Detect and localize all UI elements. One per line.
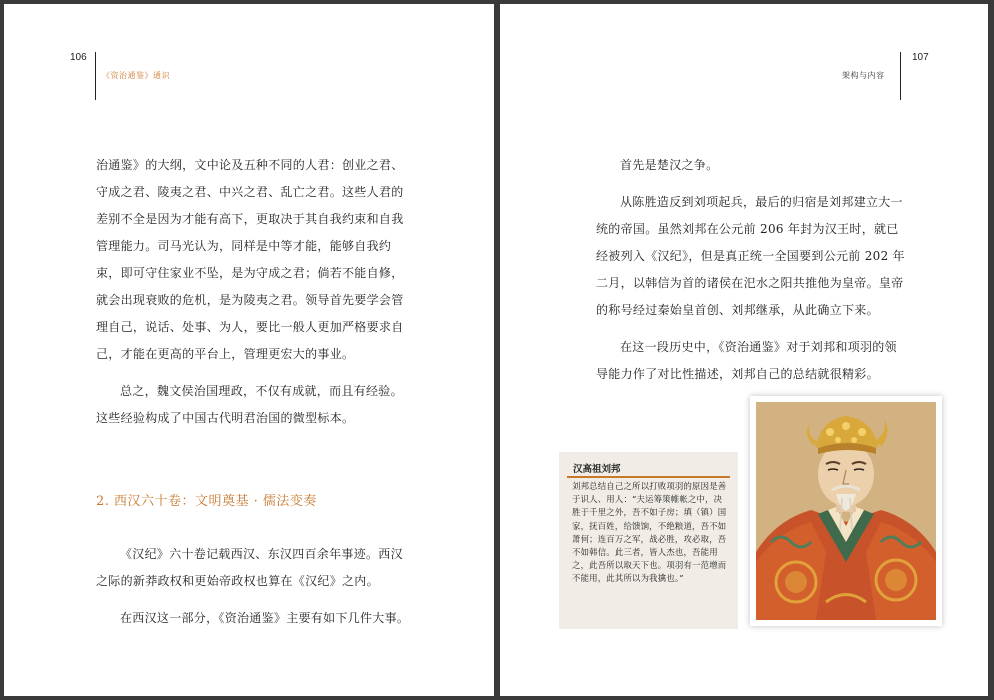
right-page — [500, 4, 988, 696]
paragraph: 首先是楚汉之争。 — [620, 158, 719, 172]
caption-sidebar — [559, 452, 738, 629]
paragraph: 治通鉴》的大纲，文中论及五种不同的人君：创业之君、守成之君、陵夷之君、中兴之君、乱亡之君。这些人君的差别不全是因为才能有高下，更取决于其自我约束和自我管理能力。司马光认为，同样是中等才能，能够自我约束，即可守住家业不坠，是为守成之君；倘若不能自修，就会出现衰败的危机，是为陵夷之君。领导首先要学会管理自己，说话、处事、为人，要比一般人更加严格要求自己，才能在更高的平台上，管理更宏大的事业。 — [96, 158, 404, 361]
body-text — [596, 152, 906, 398]
header-rule — [900, 52, 901, 100]
emperor-portrait-illustration — [756, 402, 936, 620]
sidebar-title: 汉高祖刘邦 — [573, 464, 621, 475]
paragraph: 在西汉这一部分，《资治通鉴》主要有如下几件大事。 — [120, 611, 410, 625]
paragraph: 在这一段历史中，《资治通鉴》对于刘邦和项羽的领导能力作了对比性描述，刘邦自己的总结就很精彩。 — [596, 340, 897, 381]
page-number: 106 — [70, 52, 87, 63]
page-gutter — [494, 0, 500, 700]
portrait-image — [750, 396, 942, 626]
page-number: 107 — [912, 52, 929, 63]
running-head: 《资治通鉴》通识 — [102, 71, 170, 80]
body-text-bottom — [96, 541, 414, 642]
paragraph: 从陈胜造反到刘项起兵，最后的归宿是刘邦建立大一统的帝国。虽然刘邦在公元前 206 年封为汉王时，就已经被列入《汉纪》，但是真正统一全国要到公元前 202 年二月，以韩信为首的诸侯在汜水之阳共推他为皇帝。皇帝的称号经过秦始皇首创、刘邦继承，从此确立下来。 — [596, 195, 905, 317]
header-rule — [95, 52, 96, 100]
paragraph: 《汉纪》六十卷记载西汉、东汉四百余年事迹。西汉之际的新莽政权和更始帝政权也算在《汉纪》之内。 — [96, 547, 403, 588]
paragraph: 总之，魏文侯治国理政，不仅有成就，而且有经验。这些经验构成了中国古代明君治国的微型标本。 — [96, 384, 403, 425]
left-page — [4, 4, 494, 696]
sidebar-text: 刘邦总结自己之所以打败项羽的原因是善于识人、用人：“夫运筹策帷帐之中，决胜于千里之外，吾不如子房；填（镇）国家，抚百姓，给馈饷，不绝粮道，吾不如萧何；连百万之军，战必胜，攻必取，吾不如韩信。此三者，皆人杰也，吾能用之，此吾所以取天下也。项羽有一范增而不能用，此其所以为我擒也。” — [572, 481, 727, 584]
body-text-top — [96, 152, 414, 442]
running-head: 架构与内容 — [842, 71, 885, 80]
section-heading: 2. 西汉六十卷：文明奠基 · 儒法变奏 — [96, 494, 317, 509]
sidebar-rule — [567, 476, 730, 478]
